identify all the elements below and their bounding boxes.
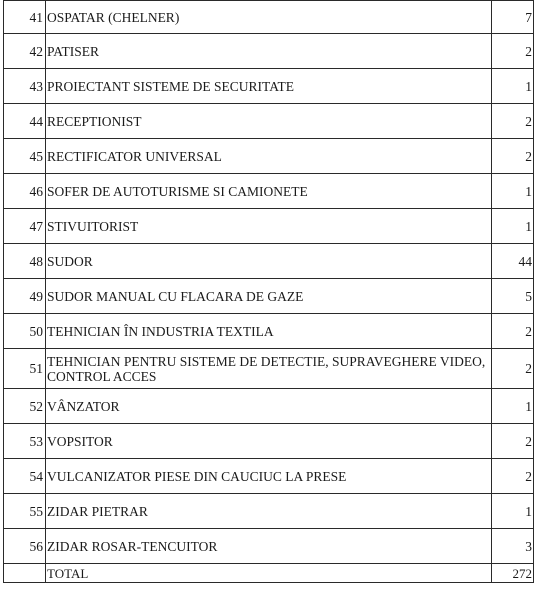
total-count: 272 [492, 564, 534, 583]
total-row [4, 564, 534, 583]
table-row [4, 389, 534, 424]
row-number: 50 [4, 314, 46, 349]
table-row [4, 314, 534, 349]
row-number: 48 [4, 244, 46, 279]
vacancy-count: 3 [492, 529, 534, 564]
row-number: 56 [4, 529, 46, 564]
vacancy-count: 2 [492, 34, 534, 69]
vacancy-count: 2 [492, 424, 534, 459]
vacancy-count: 1 [492, 209, 534, 244]
occupation-name: OSPATAR (CHELNER) [46, 1, 492, 34]
occupation-name: ZIDAR PIETRAR [46, 494, 492, 529]
row-number: 53 [4, 424, 46, 459]
occupation-name: VOPSITOR [46, 424, 492, 459]
row-number: 47 [4, 209, 46, 244]
vacancy-count: 2 [492, 314, 534, 349]
table-row [4, 424, 534, 459]
occupation-name: SUDOR [46, 244, 492, 279]
row-number: 42 [4, 34, 46, 69]
row-number: 54 [4, 459, 46, 494]
total-label: TOTAL [46, 564, 492, 583]
table-row [4, 104, 534, 139]
table-row [4, 244, 534, 279]
occupation-name: RECTIFICATOR UNIVERSAL [46, 139, 492, 174]
vacancy-count: 2 [492, 139, 534, 174]
vacancy-count: 7 [492, 1, 534, 34]
table-row [4, 349, 534, 389]
vacancy-count: 1 [492, 69, 534, 104]
row-number: 43 [4, 69, 46, 104]
vacancy-count: 2 [492, 104, 534, 139]
vacancy-count: 2 [492, 459, 534, 494]
occupation-name: RECEPTIONIST [46, 104, 492, 139]
table-row [4, 209, 534, 244]
table-row [4, 529, 534, 564]
vacancy-count: 1 [492, 174, 534, 209]
occupation-name: TEHNICIAN PENTRU SISTEME DE DETECTIE, SUPRAVEGHERE VIDEO, CONTROL ACCES [46, 349, 492, 389]
row-number: 41 [4, 1, 46, 34]
row-number: 45 [4, 139, 46, 174]
table-row [4, 34, 534, 69]
occupation-name: STIVUITORIST [46, 209, 492, 244]
occupation-name: PROIECTANT SISTEME DE SECURITATE [46, 69, 492, 104]
row-number: 51 [4, 349, 46, 389]
row-number: 55 [4, 494, 46, 529]
row-number: 44 [4, 104, 46, 139]
table-row [4, 1, 534, 34]
occupation-name: VULCANIZATOR PIESE DIN CAUCIUC LA PRESE [46, 459, 492, 494]
vacancy-count: 44 [492, 244, 534, 279]
jobs-table [3, 0, 534, 583]
row-number: 52 [4, 389, 46, 424]
table-row [4, 459, 534, 494]
table-row [4, 69, 534, 104]
table-row [4, 279, 534, 314]
row-number: 49 [4, 279, 46, 314]
occupation-name: SOFER DE AUTOTURISME SI CAMIONETE [46, 174, 492, 209]
vacancy-count: 5 [492, 279, 534, 314]
vacancy-count: 1 [492, 389, 534, 424]
row-number: 46 [4, 174, 46, 209]
occupation-name: VÂNZATOR [46, 389, 492, 424]
jobs-table-body [4, 1, 534, 583]
occupation-name: TEHNICIAN ÎN INDUSTRIA TEXTILA [46, 314, 492, 349]
table-row [4, 174, 534, 209]
table-row [4, 494, 534, 529]
vacancy-count: 2 [492, 349, 534, 389]
total-number-cell [4, 564, 46, 583]
occupation-name: ZIDAR ROSAR-TENCUITOR [46, 529, 492, 564]
table-row [4, 139, 534, 174]
occupation-name: PATISER [46, 34, 492, 69]
vacancy-count: 1 [492, 494, 534, 529]
occupation-name: SUDOR MANUAL CU FLACARA DE GAZE [46, 279, 492, 314]
